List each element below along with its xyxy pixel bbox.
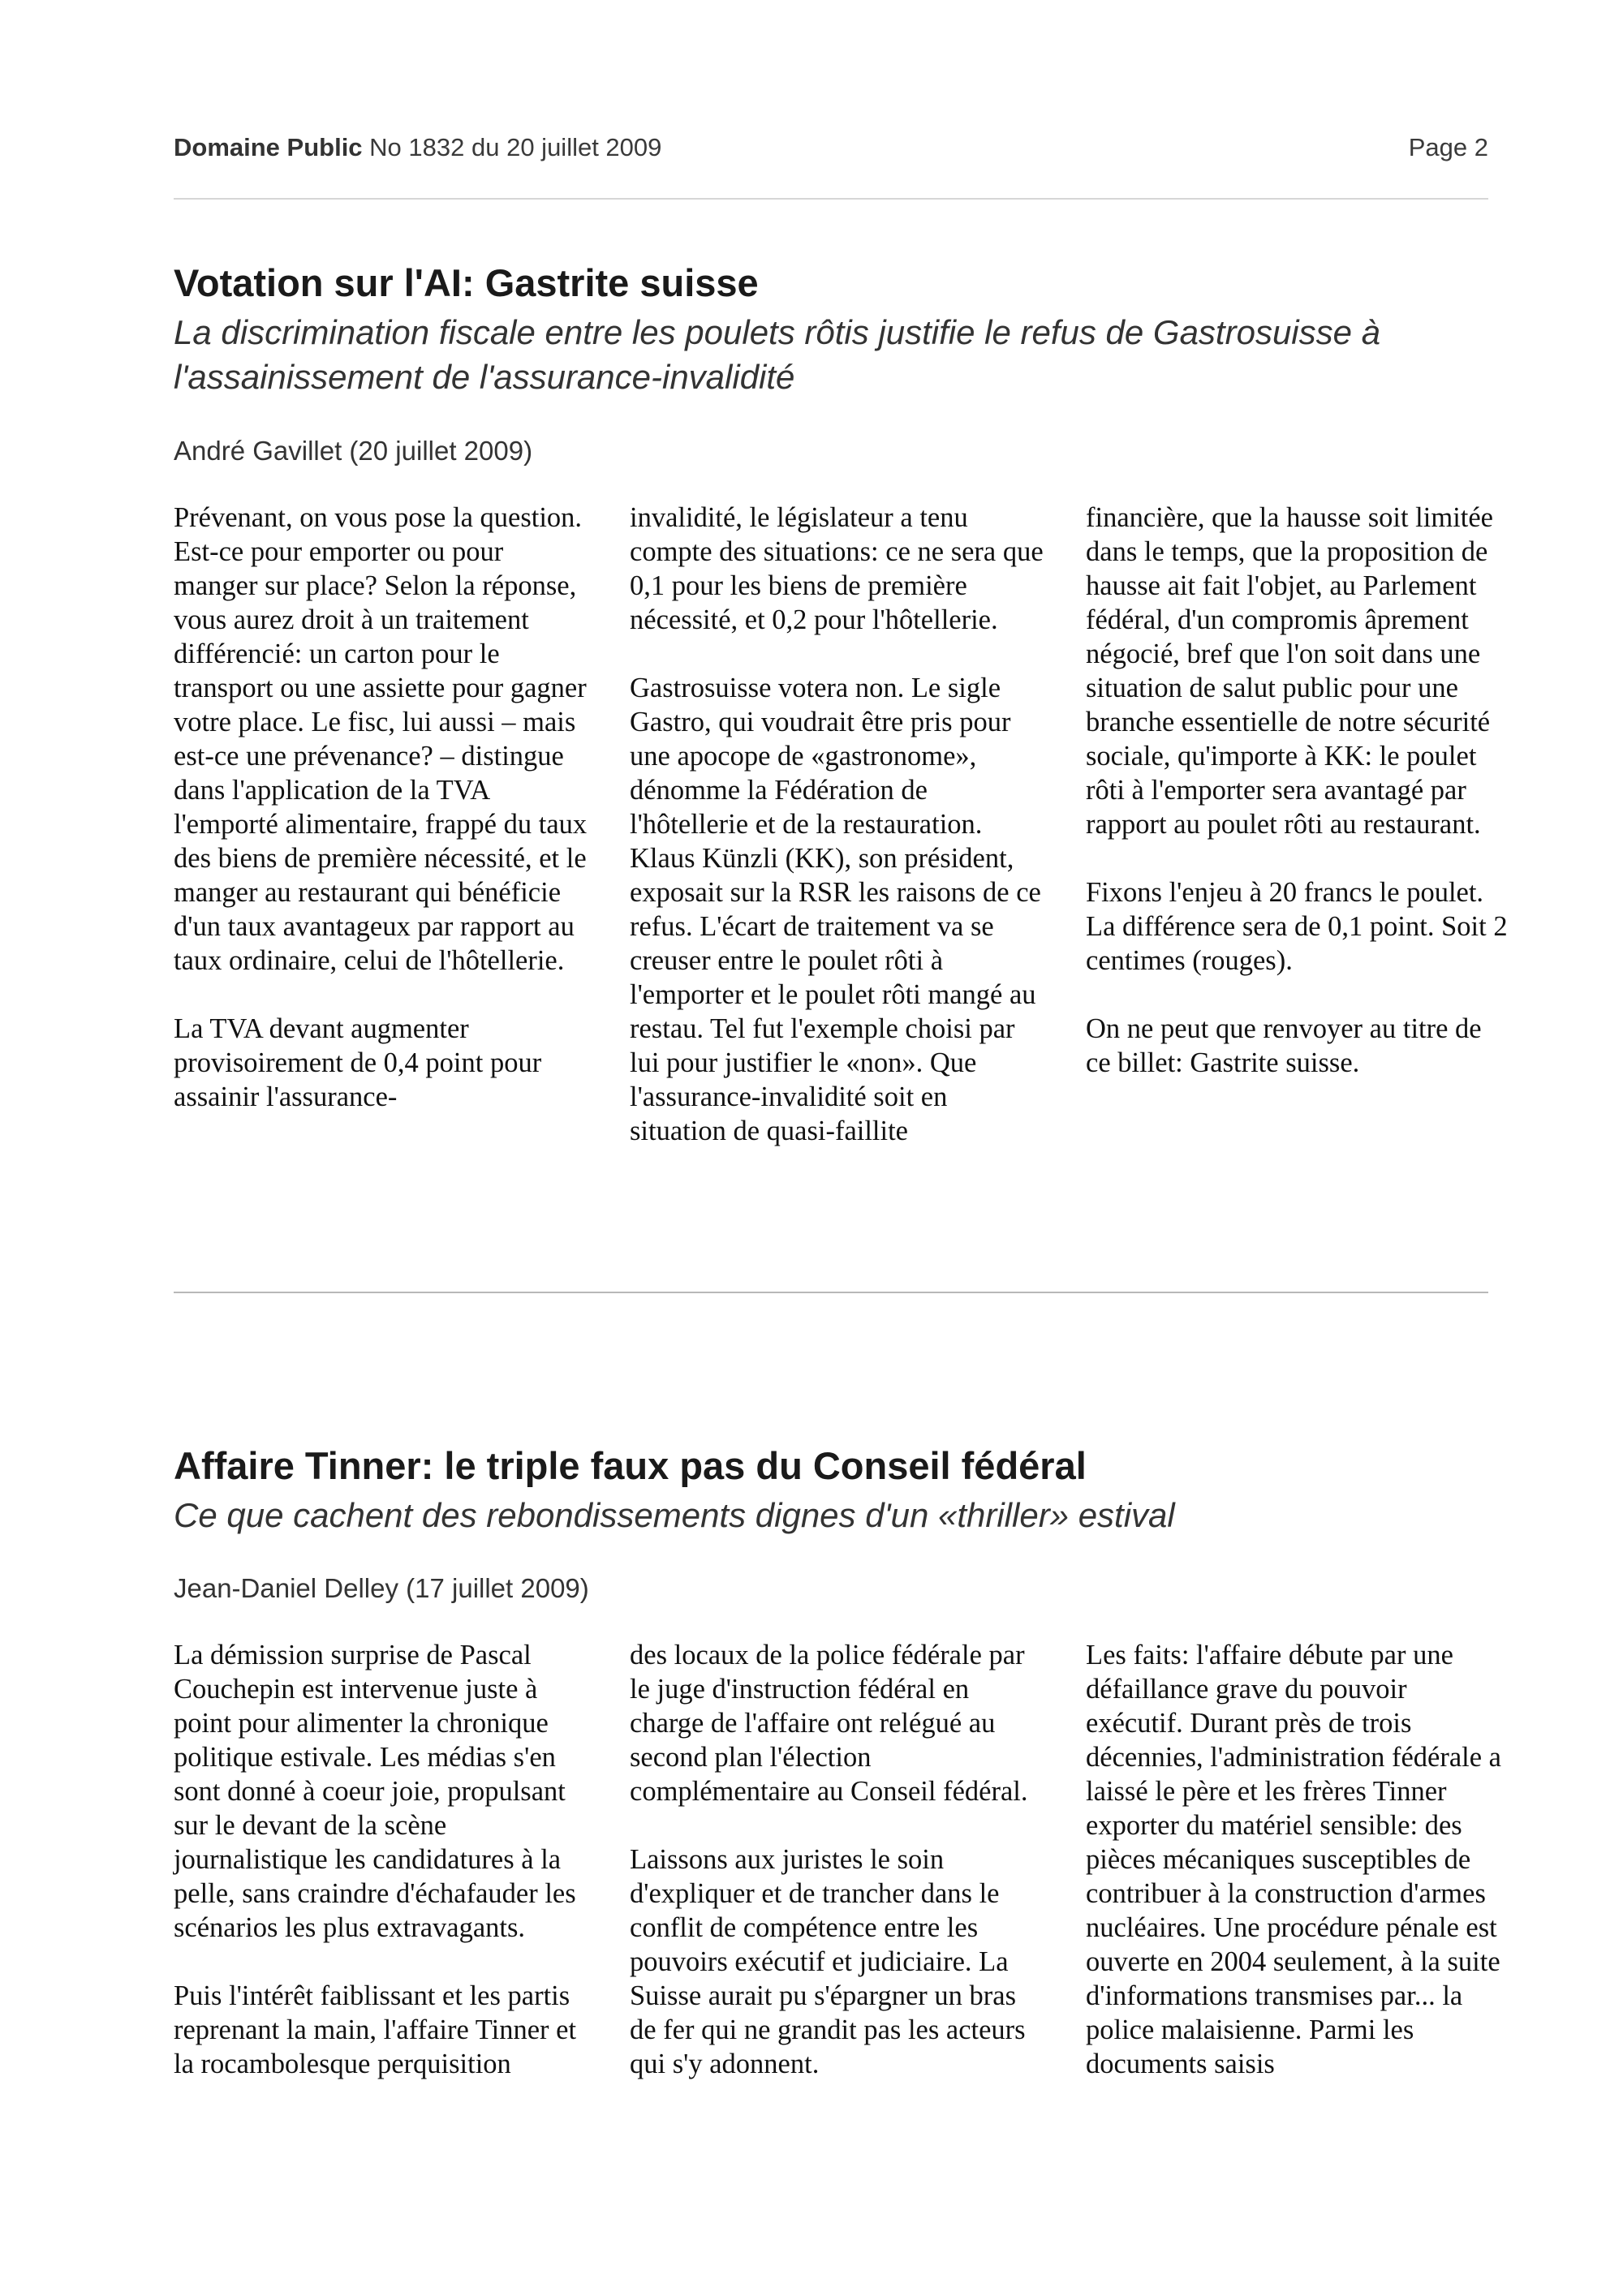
page-number: Page 2 — [1408, 133, 1488, 161]
column-2 — [630, 1638, 1045, 2081]
column-1 — [174, 1638, 589, 2081]
paragraph: Puis l'intérêt faiblissant et les partis reprenant la main, l'affaire Tinner et la rocambolesque perquisition — [174, 1980, 577, 2080]
article-gastrite — [174, 261, 1508, 1148]
column-1 — [174, 501, 589, 1148]
issue-number: No 1832 du 20 juillet 2009 — [369, 133, 662, 161]
article-byline: Jean-Daniel Delley (17 juillet 2009) — [174, 1573, 589, 1604]
issue-line — [174, 133, 661, 162]
article-columns — [174, 1638, 1501, 2081]
paragraph: Prévenant, on vous pose la question. Est-ce pour emporter ou pour manger sur place? Selon la réponse, vous aurez droit à un traitement différencié: un carton pour le transport ou une assiette pour gagner votre place. Le fisc, lui aussi – mais est-ce une prévenance? – distingue dans l'application de la TVA l'emporté alimentaire, frappé du taux des biens de première nécessité, et le manger au restaurant qui bénéficie d'un taux avantageux par rapport au taux ordinaire, celui de l'hôtellerie. — [174, 501, 588, 976]
paragraph: invalidité, le législateur a tenu compte des situations: ce ne sera que 0,1 pour les biens de première nécessité, et 0,2 pour l'hôtellerie. — [630, 501, 1044, 635]
paragraph: La démission surprise de Pascal Couchepin est intervenue juste à point pour alimenter la chronique politique estivale. Les médias s'en sont donné à coeur joie, propulsant sur le devant de la scène journalistique les candidatures à la pelle, sans craindre d'échafauder les scénarios les plus extravagants. — [174, 1640, 576, 1944]
article-subtitle: Ce que cachent des rebondissements dignes d'un «thriller» estival — [174, 1496, 1175, 1535]
paragraph: Laissons aux juristes le soin d'expliquer et de trancher dans le conflit de compétence entre les pouvoirs exécutif et judiciaire. La Suisse aurait pu s'épargner un bras de fer qui ne grandit pas les acteurs qui s'y adonnent. — [630, 1844, 1026, 2080]
column-2 — [630, 501, 1045, 1148]
article-subtitle: La discrimination fiscale entre les poulets rôtis justifie le refus de Gastrosuisse à l'assainissement de l'assurance-invalidité — [174, 313, 1381, 397]
paragraph: Gastrosuisse votera non. Le sigle Gastro, qui voudrait être pris pour une apocope de «gastronome», dénomme la Fédération de l'hôtellerie et de la restauration. Klaus Künzli (KK), son président, exposait sur la RSR les raisons de ce refus. L'écart de traitement va se creuser entre le poulet rôti à l'emporter et le poulet rôti mangé au restau. Tel fut l'exemple choisi par lui pour justifier le «non». Que l'assurance-invalidité soit en situation de quasi-faillite — [630, 672, 1041, 1146]
article-byline: André Gavillet (20 juillet 2009) — [174, 435, 533, 466]
page-header — [174, 133, 1488, 162]
paragraph: On ne peut que renvoyer au titre de ce billet: Gastrite suisse. — [1086, 1013, 1482, 1078]
column-3 — [1086, 1638, 1508, 2081]
article-tinner — [174, 1444, 1501, 2081]
article-title: Affaire Tinner: le triple faux pas du Conseil fédéral — [174, 1444, 1087, 1487]
paragraph: La TVA devant augmenter provisoirement de 0,4 point pour assainir l'assurance- — [174, 1013, 542, 1112]
publication-name: Domaine Public — [174, 133, 363, 161]
header-divider — [174, 198, 1488, 200]
paragraph: financière, que la hausse soit limitée dans le temps, que la proposition de hausse ait fait l'objet, au Parlement fédéral, d'un compromis âprement négocié, bref que l'on soit dans une situation de salut public pour une branche essentielle de notre sécurité sociale, qu'importe à KK: le poulet rôti à l'emporter sera avantagé par rapport au poulet rôti au restaurant. — [1086, 501, 1493, 840]
paragraph: Fixons l'enjeu à 20 francs le poulet. La différence sera de 0,1 point. Soit 2 centimes (rouges). — [1086, 876, 1508, 976]
paragraph: des locaux de la police fédérale par le juge d'instruction fédéral en charge de l'affaire ont relégué au second plan l'élection complémentaire au Conseil fédéral. — [630, 1640, 1028, 1808]
article-columns — [174, 501, 1508, 1148]
paragraph: Les faits: l'affaire débute par une défaillance grave du pouvoir exécutif. Durant près de trois décennies, l'administration fédérale a laissé le père et les frères Tinner exporter du matériel sensible: des pièces mécaniques susceptibles de contribuer à la construction d'armes nucléaires. Une procédure pénale est ouverte en 2004 seulement, à la suite d'informations transmises par... la police malaisienne. Parmi les documents saisis — [1086, 1640, 1501, 2080]
column-3 — [1086, 501, 1508, 1148]
article-divider — [174, 1292, 1488, 1293]
article-title: Votation sur l'AI: Gastrite suisse — [174, 261, 759, 304]
